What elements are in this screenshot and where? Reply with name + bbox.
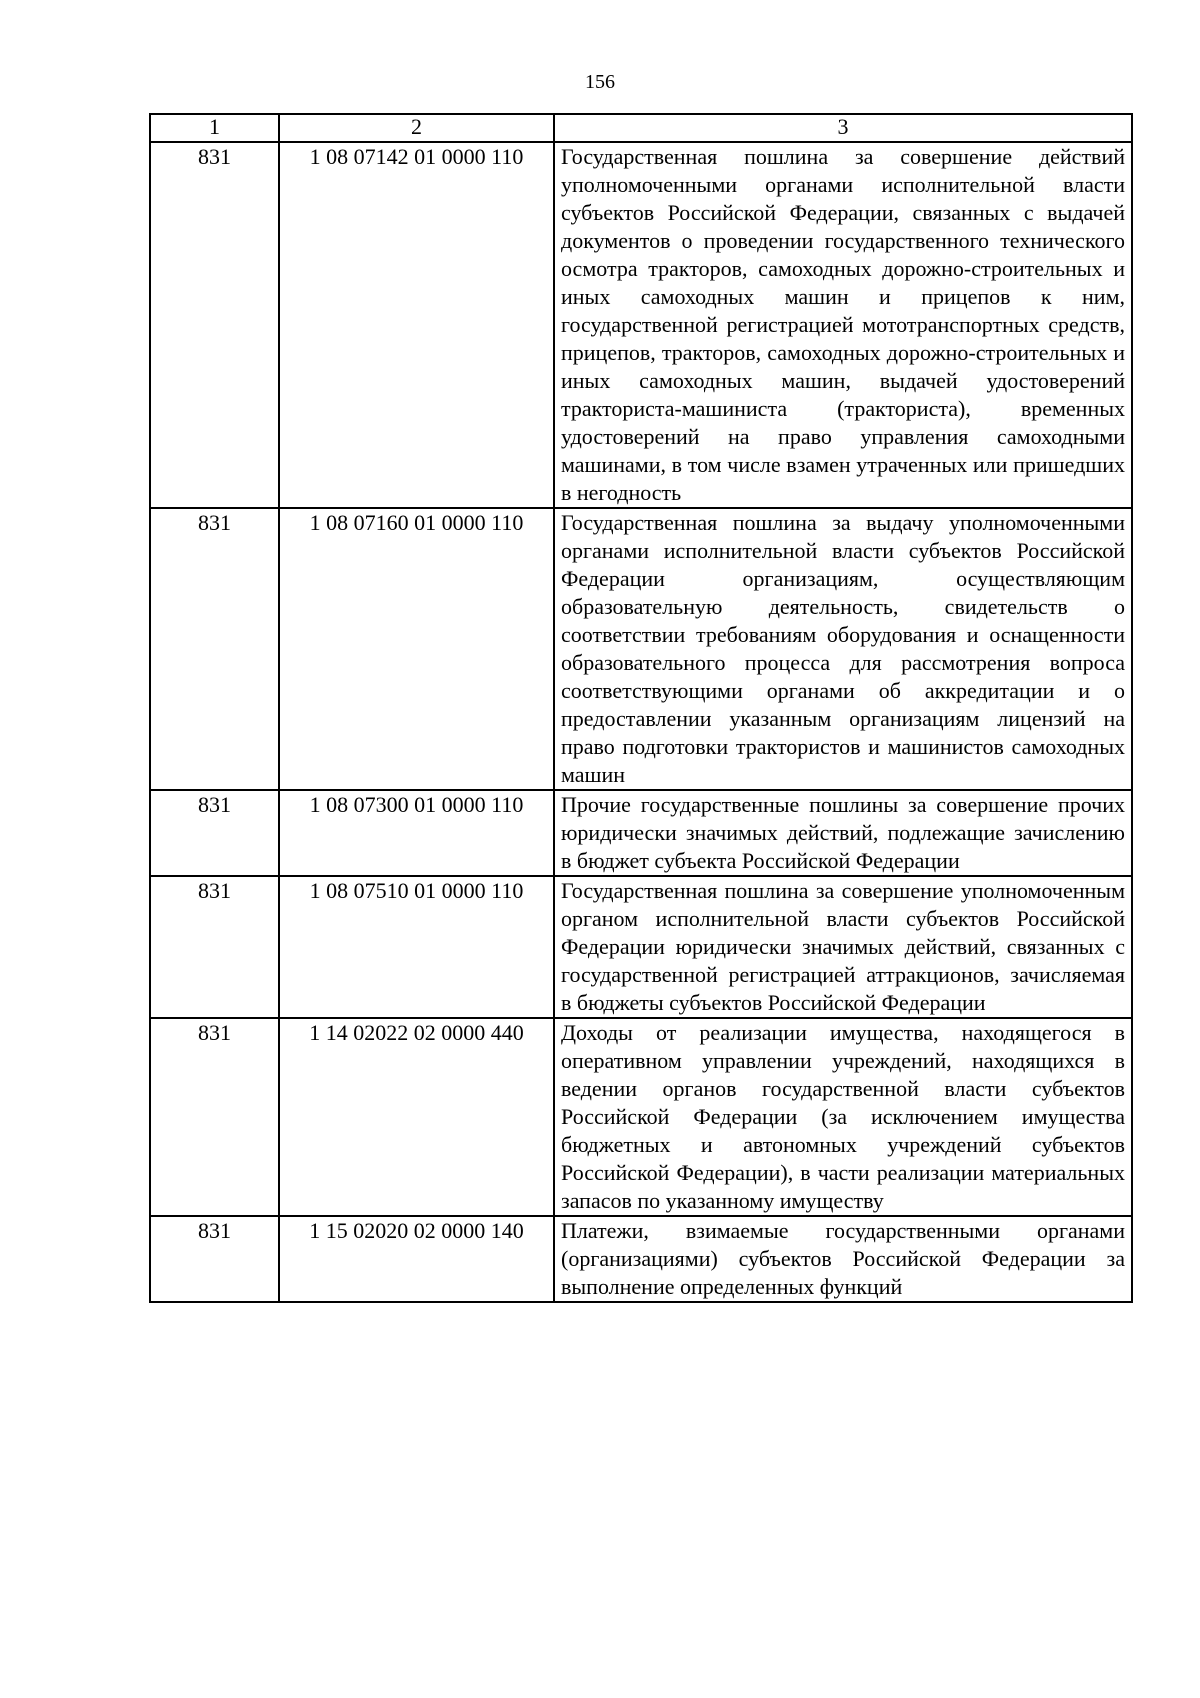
- admin-code-cell: 831: [150, 876, 279, 1018]
- budget-code-cell: 1 08 07300 01 0000 110: [279, 790, 554, 876]
- table-row: [150, 876, 1132, 1018]
- description-cell: Доходы от реализации имущества, находящегося в оперативном управлении учреждений, находящихся в ведении органов государственной власти субъектов Российской Федерации (за исключением имущества бюджетных и автономных учреждений субъектов Российской Федерации), в части реализации материальных запасов по указанному имуществу: [554, 1018, 1132, 1216]
- admin-code-cell: 831: [150, 1216, 279, 1302]
- admin-code-cell: 831: [150, 1018, 279, 1216]
- description-cell: Государственная пошлина за выдачу уполномоченными органами исполнительной власти субъектов Российской Федерации организациям, осуществляющим образовательную деятельность, свидетельств о соответствии требованиям оборудования и оснащенности образовательного процесса для рассмотрения вопроса соответствующими органами об аккредитации и о предоставлении указанным организациям лицензий на право подготовки трактористов и машинистов самоходных машин: [554, 508, 1132, 790]
- budget-code-cell: 1 08 07142 01 0000 110: [279, 142, 554, 508]
- table-row: [150, 790, 1132, 876]
- admin-code-cell: 831: [150, 142, 279, 508]
- admin-code-cell: 831: [150, 790, 279, 876]
- budget-code-cell: 1 08 07160 01 0000 110: [279, 508, 554, 790]
- budget-code-cell: 1 14 02022 02 0000 440: [279, 1018, 554, 1216]
- budget-code-cell: 1 15 02020 02 0000 140: [279, 1216, 554, 1302]
- table-row: [150, 1018, 1132, 1216]
- budget-code-cell: 1 08 07510 01 0000 110: [279, 876, 554, 1018]
- description-cell: Государственная пошлина за совершение уполномоченным органом исполнительной власти субъектов Российской Федерации юридически значимых действий, связанных с государственной регистрацией аттракционов, зачисляемая в бюджеты субъектов Российской Федерации: [554, 876, 1132, 1018]
- column-number-2: 2: [279, 114, 554, 142]
- description-cell: Государственная пошлина за совершение действий уполномоченными органами исполнительной власти субъектов Российской Федерации, связанных с выдачей документов о проведении государственного технического осмотра тракторов, самоходных дорожно-строительных и иных самоходных машин и прицепов к ним, государственной регистрацией мототранспортных средств, прицепов, тракторов, самоходных дорожно-строительных и иных самоходных машин, выдачей удостоверений тракториста-машиниста (тракториста), временных удостоверений на право управления самоходными машинами, в том числе взамен утраченных или пришедших в негодность: [554, 142, 1132, 508]
- admin-code-cell: 831: [150, 508, 279, 790]
- table-row: [150, 1216, 1132, 1302]
- revenue-codes-table: [149, 113, 1133, 1303]
- table-header-row: [150, 114, 1132, 142]
- table-row: [150, 508, 1132, 790]
- description-cell: Прочие государственные пошлины за совершение прочих юридически значимых действий, подлежащие зачислению в бюджет субъекта Российской Федерации: [554, 790, 1132, 876]
- column-number-1: 1: [150, 114, 279, 142]
- table-row: [150, 142, 1132, 508]
- description-cell: Платежи, взимаемые государственными органами (организациями) субъектов Российской Федерации за выполнение определенных функций: [554, 1216, 1132, 1302]
- column-number-3: 3: [554, 114, 1132, 142]
- page-number: 156: [585, 71, 615, 93]
